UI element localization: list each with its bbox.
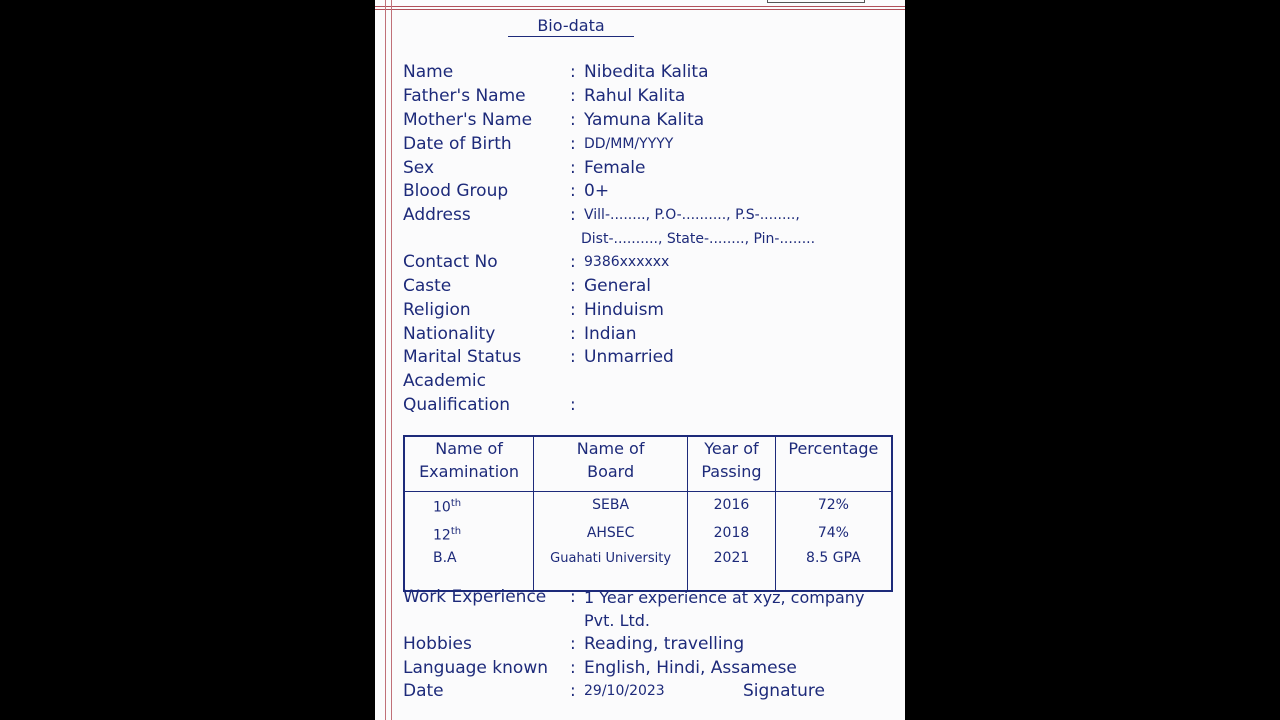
cell-exam xyxy=(404,547,534,570)
cell-year: 2018 xyxy=(688,520,776,548)
field-label: Blood Group xyxy=(403,181,509,201)
colon: : xyxy=(570,658,576,678)
education-table xyxy=(403,435,893,592)
field-mothers-name xyxy=(403,109,905,132)
header-line2: Examination xyxy=(419,462,520,481)
field-label: Address xyxy=(403,205,471,225)
field-label: Language known xyxy=(403,658,548,678)
exam-text: B.A xyxy=(433,550,457,567)
field-name xyxy=(403,61,905,84)
colon: : xyxy=(570,181,576,201)
colon: : xyxy=(570,587,576,607)
field-fathers-name xyxy=(403,85,905,108)
field-label: Hobbies xyxy=(403,634,472,654)
field-label: Contact No xyxy=(403,252,498,272)
field-value: Yamuna Kalita xyxy=(584,110,705,130)
notebook-page xyxy=(375,0,905,720)
field-value: English, Hindi, Assamese xyxy=(584,658,797,678)
field-value: 29/10/2023 xyxy=(584,683,665,699)
field-address-line2 xyxy=(403,228,905,251)
margin-line-right xyxy=(391,0,392,720)
header-year-of-passing xyxy=(688,436,776,492)
field-value: Nibedita Kalita xyxy=(584,62,709,82)
cell-board: SEBA xyxy=(534,492,688,520)
field-value: Female xyxy=(584,158,646,178)
header-line1: Year of xyxy=(704,439,759,458)
field-date-of-birth xyxy=(403,133,905,156)
field-label: Name xyxy=(403,62,454,82)
table-row xyxy=(404,520,892,548)
header-name-of-examination xyxy=(404,436,534,492)
colon: : xyxy=(570,681,576,701)
field-value: Hinduism xyxy=(584,300,664,320)
field-address xyxy=(403,204,905,227)
colon: : xyxy=(570,324,576,344)
field-value: Pvt. Ltd. xyxy=(584,611,650,630)
header-line2: Board xyxy=(587,462,635,481)
field-value: Reading, travelling xyxy=(584,634,745,654)
field-value: 1 Year experience at xyz, company xyxy=(584,588,865,607)
colon: : xyxy=(570,110,576,130)
exam-sup: th xyxy=(450,525,462,537)
field-value: Indian xyxy=(584,324,637,344)
field-value: Vill-........, P.O-.........., P.S-........, xyxy=(584,207,800,223)
margin-line-left xyxy=(385,0,386,720)
signature-label: Signature xyxy=(743,681,826,701)
colon: : xyxy=(570,158,576,178)
cell-board: AHSEC xyxy=(534,520,688,548)
header-percentage xyxy=(775,436,892,492)
field-label: Marital Status xyxy=(403,347,522,367)
cell-exam xyxy=(404,492,534,520)
field-sex xyxy=(403,157,905,180)
field-label: Qualification xyxy=(403,395,511,415)
cell-exam xyxy=(404,520,534,548)
field-label: Caste xyxy=(403,276,452,296)
colon: : xyxy=(570,86,576,106)
field-caste xyxy=(403,275,905,298)
colon: : xyxy=(570,134,576,154)
colon: : xyxy=(570,300,576,320)
field-value: Dist-.........., State-........, Pin-........ xyxy=(581,231,816,247)
field-contact-no xyxy=(403,251,905,274)
cell-board: Guahati University xyxy=(534,547,688,570)
field-label: Nationality xyxy=(403,324,496,344)
cell-year: 2021 xyxy=(688,547,776,570)
field-label: Religion xyxy=(403,300,471,320)
field-academic xyxy=(403,370,905,393)
exam-text: 12 xyxy=(433,527,451,544)
field-value: 0+ xyxy=(584,181,610,201)
field-label: Sex xyxy=(403,158,435,178)
cell-percentage: 8.5 GPA xyxy=(775,547,892,570)
colon: : xyxy=(570,276,576,296)
field-label: Date xyxy=(403,681,444,701)
top-red-line xyxy=(375,6,905,7)
field-value: Rahul Kalita xyxy=(584,86,686,106)
page-title: Bio-data xyxy=(508,16,634,37)
colon: : xyxy=(570,347,576,367)
field-label: Father's Name xyxy=(403,86,526,106)
field-label: Date of Birth xyxy=(403,134,512,154)
header-line1: Percentage xyxy=(788,439,879,458)
colon: : xyxy=(570,395,576,415)
field-value: 9386xxxxxx xyxy=(584,254,670,270)
field-value: DD/MM/YYYY xyxy=(584,136,674,152)
header-line1: Name of xyxy=(576,439,645,458)
field-value: General xyxy=(584,276,651,296)
field-religion xyxy=(403,299,905,322)
field-label: Academic xyxy=(403,371,486,391)
exam-sup: th xyxy=(450,498,462,509)
field-language-known xyxy=(403,657,905,680)
colon: : xyxy=(570,62,576,82)
field-work-experience xyxy=(403,586,905,609)
field-blood-group xyxy=(403,180,905,203)
field-marital-status xyxy=(403,346,905,369)
field-nationality xyxy=(403,323,905,346)
colon: : xyxy=(570,205,576,225)
table-row xyxy=(404,492,892,520)
field-label: Work Experience xyxy=(403,587,547,607)
top-box-mark xyxy=(767,0,865,3)
header-name-of-board xyxy=(534,436,688,492)
top-red-line-2 xyxy=(375,9,905,10)
field-work-experience-line2 xyxy=(403,609,905,632)
header-line2: Passing xyxy=(701,462,762,481)
colon: : xyxy=(570,252,576,272)
cell-year: 2016 xyxy=(688,492,776,520)
field-label: Mother's Name xyxy=(403,110,533,130)
field-value: Unmarried xyxy=(584,347,674,367)
field-date xyxy=(403,680,905,703)
colon: : xyxy=(570,634,576,654)
cell-percentage: 72% xyxy=(775,492,892,520)
exam-text: 10 xyxy=(433,499,451,516)
field-hobbies xyxy=(403,633,905,656)
table-row xyxy=(404,547,892,570)
field-qualification xyxy=(403,394,905,417)
table-header-row xyxy=(404,436,892,492)
header-line1: Name of xyxy=(435,439,503,458)
cell-percentage: 74% xyxy=(775,520,892,548)
